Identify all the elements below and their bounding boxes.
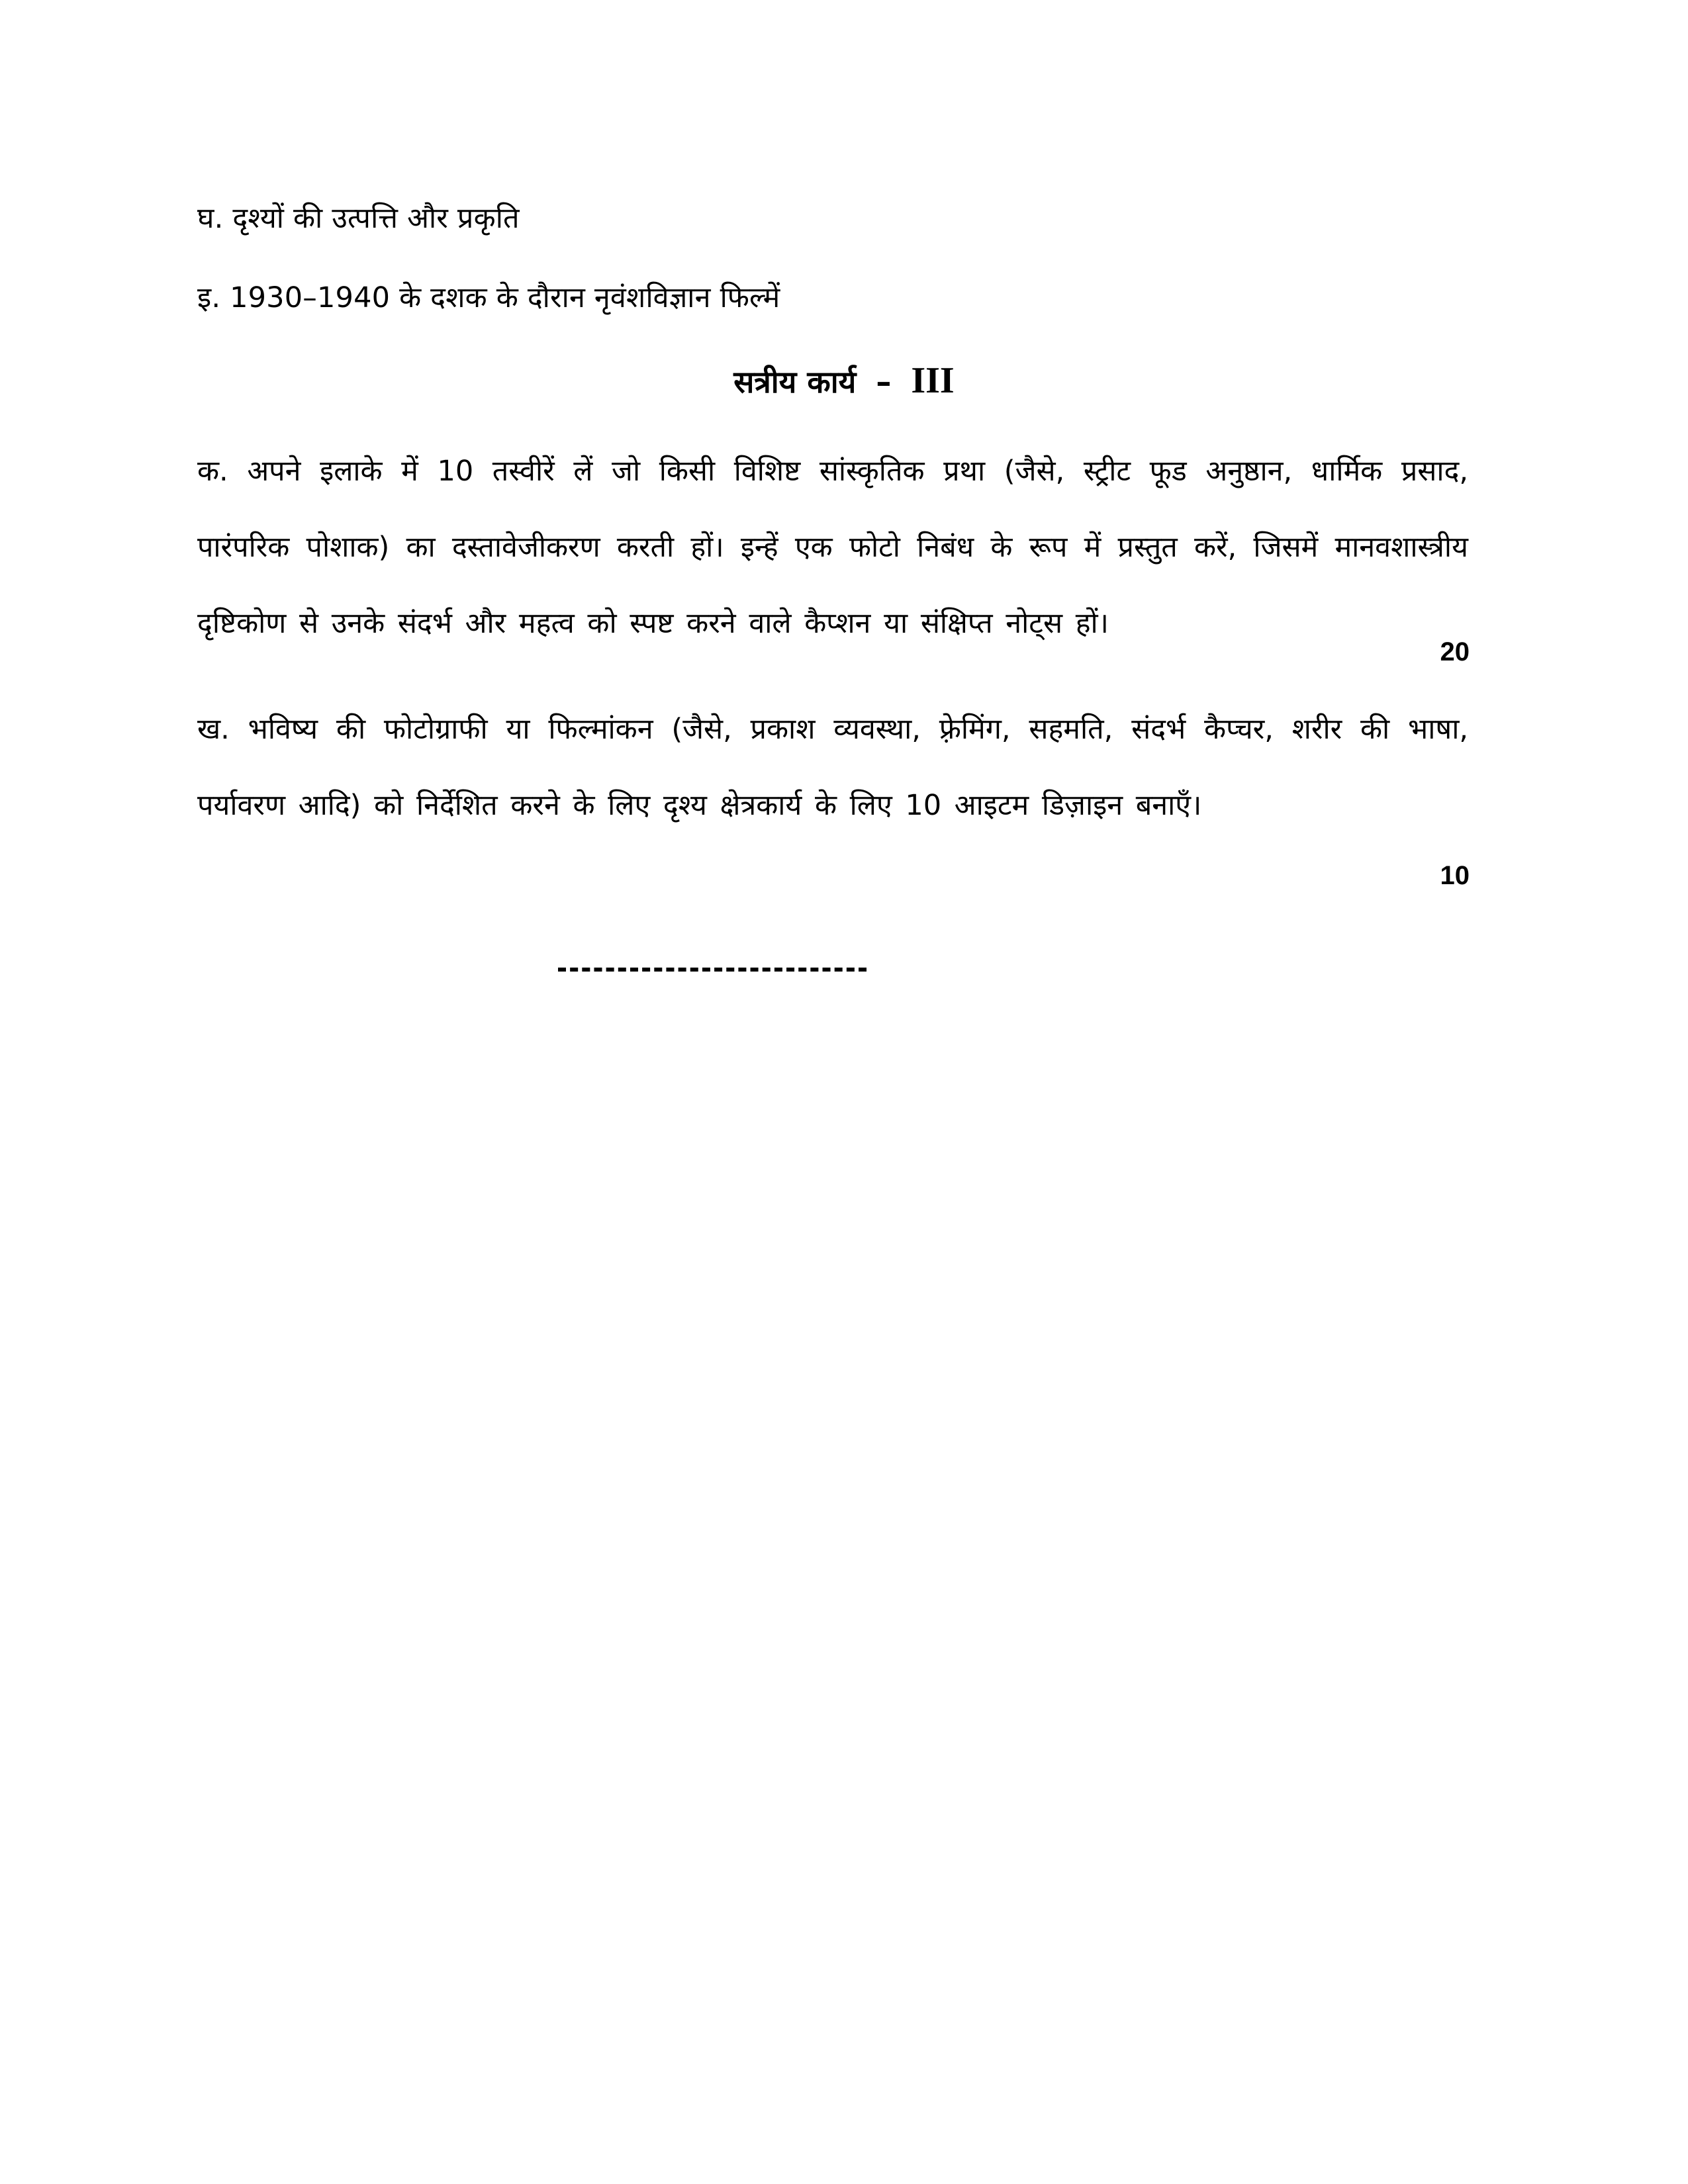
end-dashed-rule xyxy=(558,968,867,972)
section-title: सत्रीय कार्य xyxy=(733,364,857,400)
item-label: घ. xyxy=(197,202,224,235)
question-text: अपने इलाके में 10 तस्वीरें लें जो किसी विशिष्ट सांस्कृतिक प्रथा (जैसे, स्ट्रीट फूड अनुष्ठान, धार्मिक प्रसाद, पारंपरिक पोशाक) का दस्तावेजीकरण करती हों। इन्हें एक फोटो निबंध के रूप में प्रस्तुत करें, जिसमें मानवशास्त्रीय दृष्टिकोण से उनके संदर्भ और महत्व को स्पष्ट करने वाले कैप्शन या संक्षिप्त नोट्स हों। xyxy=(197,455,1469,640)
marks-ka: 20 xyxy=(1440,637,1470,666)
list-item-gha xyxy=(197,199,520,238)
question-ka xyxy=(197,433,1468,662)
section-numeral: III xyxy=(911,360,955,401)
item-text: 1930–1940 के दशक के दौरान नृवंशविज्ञान फिल्में xyxy=(230,281,780,314)
section-heading xyxy=(0,357,1688,405)
question-text: भविष्य की फोटोग्राफी या फिल्मांकन (जैसे, प्रकाश व्यवस्था, फ़्रेमिंग, सहमति, संदर्भ कैप्चर, शरीर की भाषा, पर्यावरण आदि) को निर्देशित करने के लिए दृश्य क्षेत्रकार्य के लिए 10 आइटम डिज़ाइन बनाएँ। xyxy=(197,713,1468,822)
item-label: इ. xyxy=(197,281,221,314)
list-item-i xyxy=(197,278,780,318)
item-text: दृश्यों की उत्पत्ति और प्रकृति xyxy=(232,202,520,235)
question-kha xyxy=(197,692,1468,844)
question-label: क. xyxy=(197,455,228,488)
section-dash: – xyxy=(876,364,892,400)
question-label: ख. xyxy=(197,713,230,746)
marks-kha: 10 xyxy=(1440,861,1470,890)
